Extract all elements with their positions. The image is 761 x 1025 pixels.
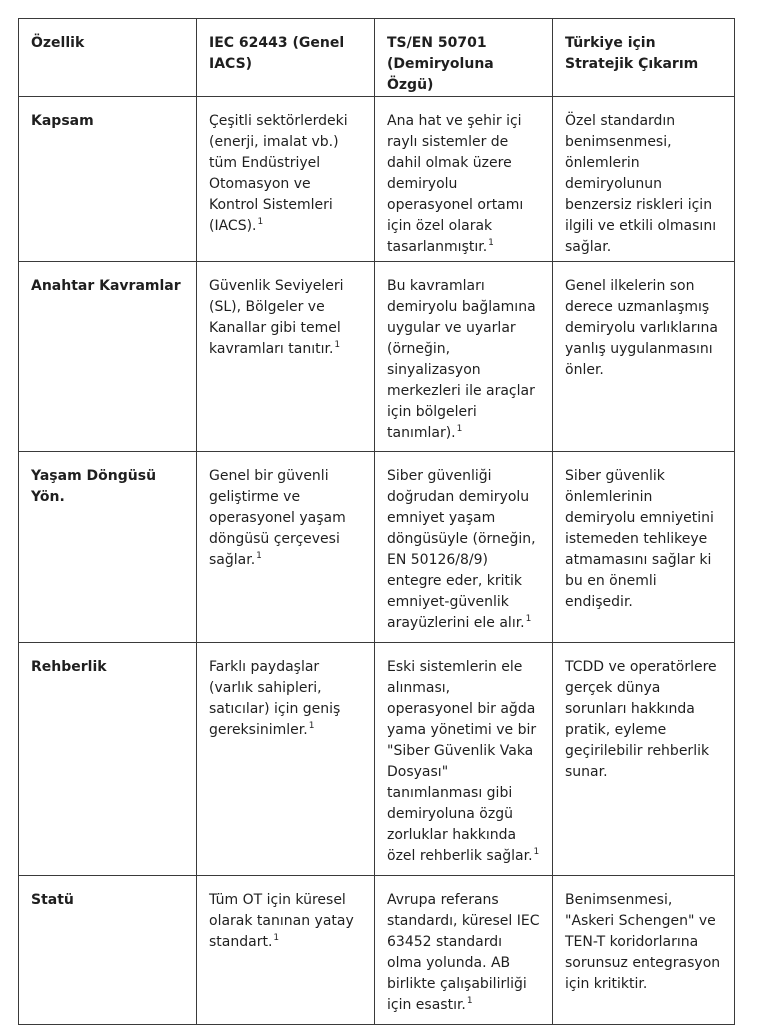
header-feature: Özellik	[19, 19, 197, 97]
header-turkiye-implication: Türkiye için Stratejik Çıkarım	[553, 19, 735, 97]
iec-text: Güvenlik Seviyeleri (SL), Bölgeler ve Kanallar gibi temel kavramları tanıtır.	[209, 278, 344, 357]
footnote-ref[interactable]: 1	[488, 238, 494, 248]
tsen-cell	[375, 452, 553, 643]
footnote-ref[interactable]: 1	[334, 340, 341, 350]
footnote-ref[interactable]: 1	[525, 614, 532, 624]
turkiye-text: Siber güvenlik önlemlerinin demiryolu emniyetini istemeden tehlikeye atmamasını sağlar ki bu en önemli endişedir.	[565, 468, 714, 610]
row-label: Anahtar Kavramlar	[31, 278, 181, 294]
tsen-text: Siber güvenliği doğrudan demiryolu emniyet yaşam döngüsüyle (örneğin, EN 50126/8/9) entegre eder, kritik emniyet-güvenlik arayüzlerini ele alır.	[387, 468, 536, 631]
turkiye-text: Benimsenmesi, "Askeri Schengen" ve TEN-T koridorlarına sorunsuz entegrasyon için kritiktir.	[565, 892, 721, 992]
row-label: Kapsam	[31, 113, 94, 129]
footnote-ref[interactable]: 1	[456, 424, 463, 434]
turkiye-cell	[553, 262, 735, 452]
row-label: Rehberlik	[31, 659, 107, 675]
tsen-cell	[375, 876, 553, 1025]
iec-cell	[197, 643, 375, 876]
table-row	[19, 97, 735, 262]
turkiye-cell	[553, 97, 735, 262]
tsen-text: Eski sistemlerin ele alınması, operasyonel bir ağda yama yönetimi ve bir "Siber Güvenlik Vaka Dosyası" tanımlanması gibi demiryoluna özgü zorluklar hakkında özel rehberlik sağlar.	[387, 659, 537, 864]
iec-text: Genel bir güvenli geliştirme ve operasyonel yaşam döngüsü çerçevesi sağlar.	[209, 468, 346, 568]
table-header-row	[19, 19, 735, 97]
iec-text: Çeşitli sektörlerdeki (enerji, imalat vb.) tüm Endüstriyel Otomasyon ve Kontrol Sistemleri (IACS).	[209, 113, 348, 234]
row-label-cell	[19, 876, 197, 1025]
turkiye-text: TCDD ve operatörlere gerçek dünya sorunları hakkında pratik, eyleme geçirilebilir rehberlik sunar.	[565, 659, 717, 780]
turkiye-text: Özel standardın benimsenmesi, önlemlerin demiryolunun benzersiz riskleri için ilgili ve etkili olmasını sağlar.	[565, 113, 717, 255]
table-row	[19, 262, 735, 452]
footnote-ref[interactable]: 1	[308, 721, 315, 731]
row-label-cell	[19, 643, 197, 876]
tsen-text: Avrupa referans standardı, küresel IEC 63452 standardı olma yolunda. AB birlikte çalışabilirliği için esastır.	[387, 892, 540, 1013]
tsen-cell	[375, 97, 553, 262]
comparison-table	[18, 18, 735, 1025]
tsen-cell	[375, 643, 553, 876]
row-label-cell	[19, 97, 197, 262]
table-row	[19, 876, 735, 1025]
turkiye-cell	[553, 452, 735, 643]
footnote-ref[interactable]: 1	[533, 847, 540, 857]
comparison-table-container	[18, 18, 734, 1025]
tsen-cell	[375, 262, 553, 452]
turkiye-cell	[553, 643, 735, 876]
iec-cell	[197, 262, 375, 452]
footnote-ref[interactable]: 1	[466, 996, 473, 1006]
footnote-ref[interactable]: 1	[257, 217, 264, 227]
iec-cell	[197, 876, 375, 1025]
header-iec-62443: IEC 62443 (Genel IACS)	[197, 19, 375, 97]
iec-cell	[197, 97, 375, 262]
iec-text: Tüm OT için küresel olarak tanınan yatay standart.	[209, 892, 354, 950]
table-row	[19, 643, 735, 876]
row-label-cell	[19, 452, 197, 643]
iec-text: Farklı paydaşlar (varlık sahipleri, satıcılar) için geniş gereksinimler.	[209, 659, 341, 738]
turkiye-cell	[553, 876, 735, 1025]
row-label: Statü	[31, 892, 74, 908]
row-label: Yaşam Döngüsü Yön.	[31, 468, 157, 505]
turkiye-text: Genel ilkelerin son derece uzmanlaşmış demiryolu varlıklarına yanlış uygulanmasını önler.	[565, 278, 718, 378]
header-ts-en-50701: TS/EN 50701 (Demiryoluna Özgü)	[375, 19, 553, 97]
tsen-text: Bu kavramları demiryolu bağlamına uygular ve uyarlar (örneğin, sinyalizasyon merkezleri ile araçlar için bölgeleri tanımlar).	[387, 278, 536, 441]
footnote-ref[interactable]: 1	[256, 551, 262, 561]
footnote-ref[interactable]: 1	[273, 933, 280, 943]
iec-cell	[197, 452, 375, 643]
row-label-cell	[19, 262, 197, 452]
table-row	[19, 452, 735, 643]
tsen-text: Ana hat ve şehir içi raylı sistemler de dahil olmak üzere demiryolu operasyonel ortamı için özel olarak tasarlanmıştır.	[387, 113, 524, 255]
